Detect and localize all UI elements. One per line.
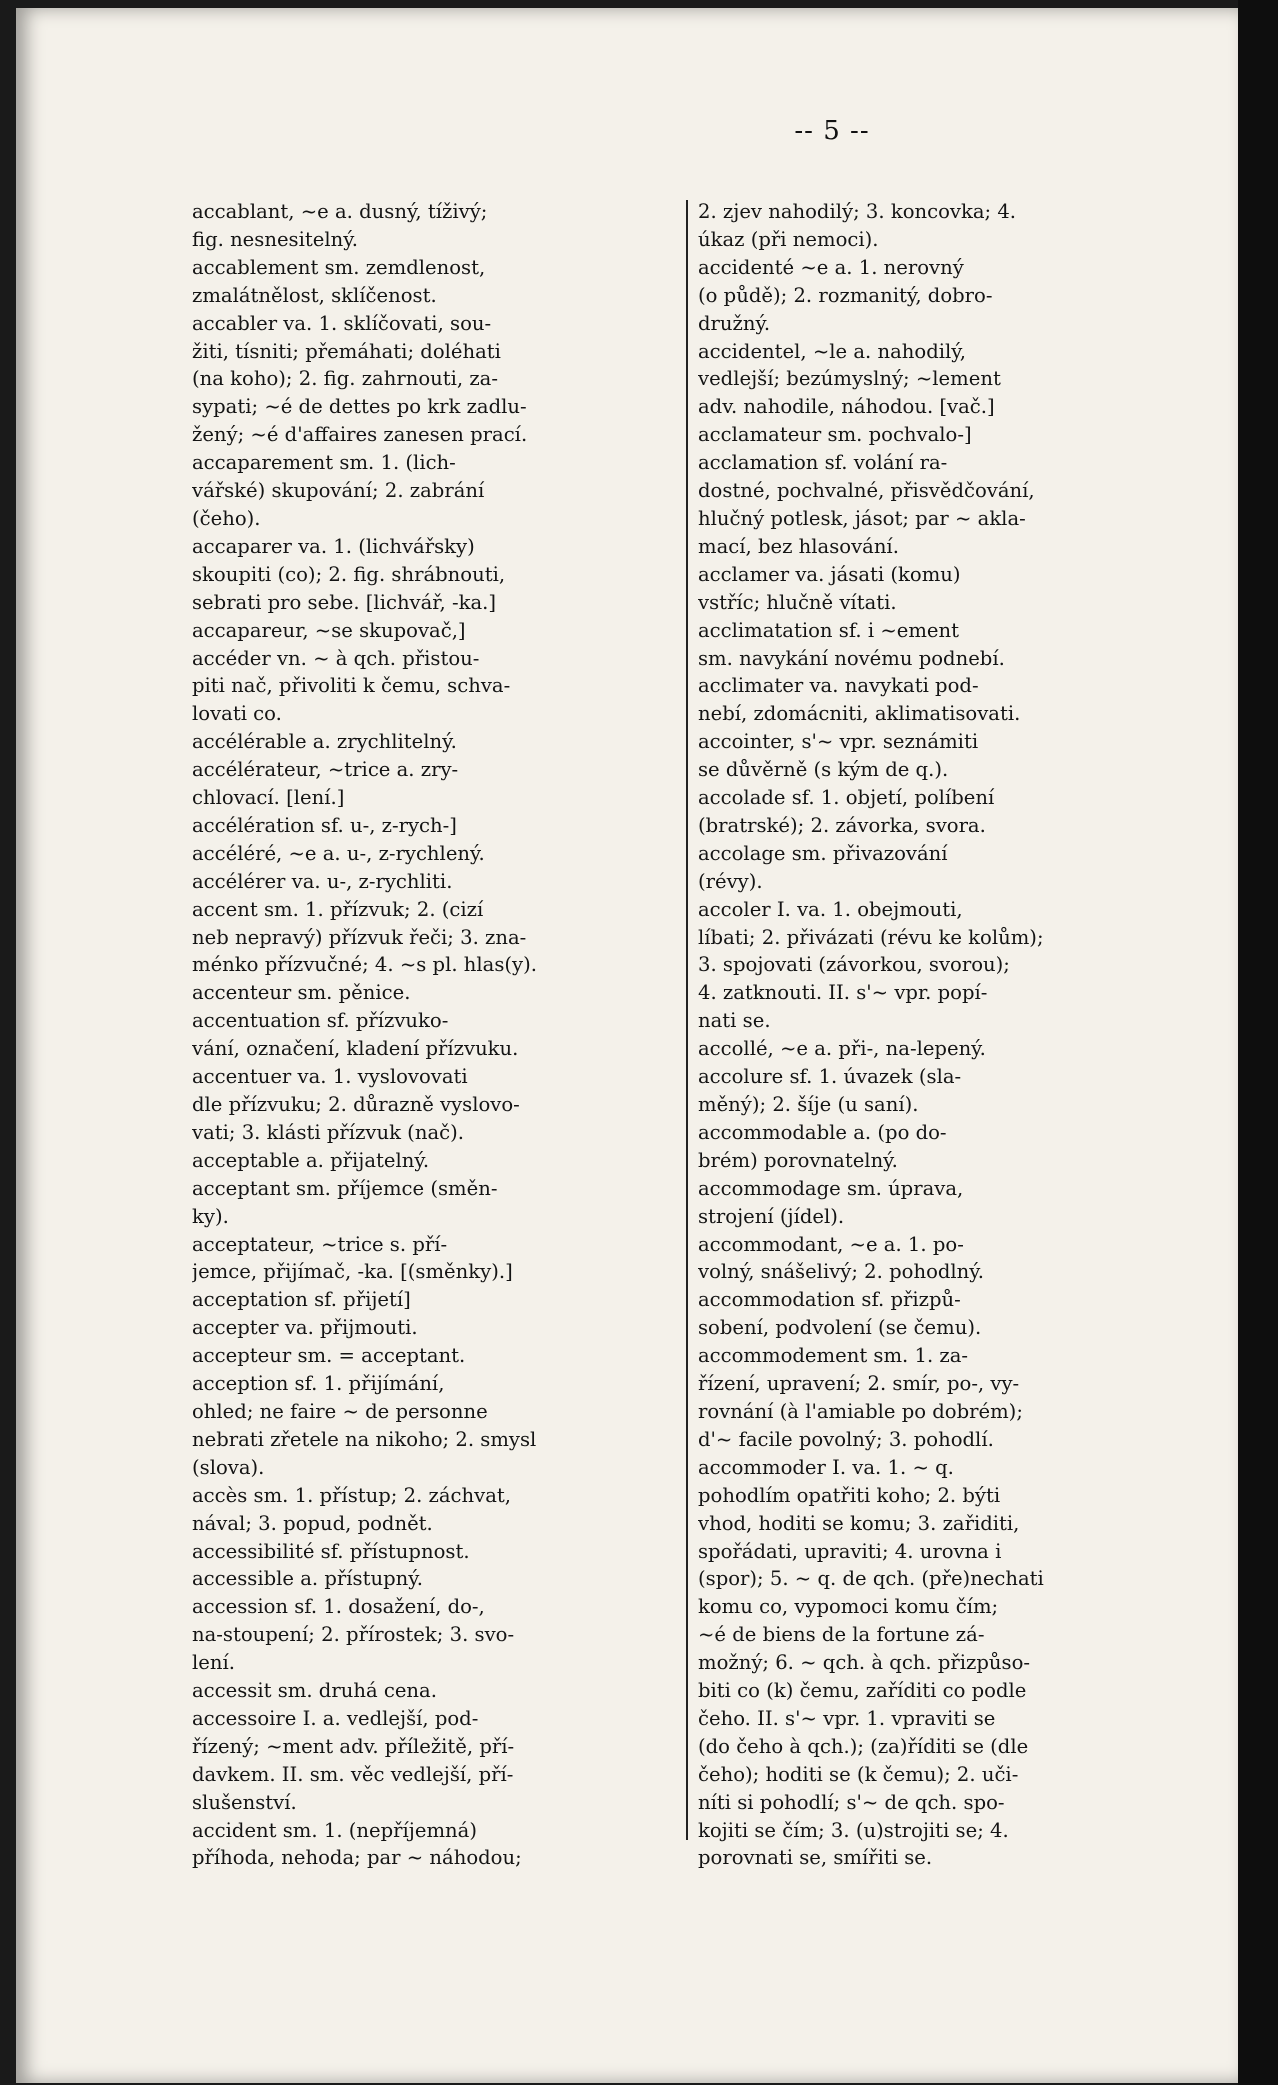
dictionary-line: accommodement sm. 1. za- xyxy=(698,1344,969,1368)
dictionary-line: porovnati se, smířiti se. xyxy=(698,1846,933,1870)
dictionary-line: sm. navykání novému podnebí. xyxy=(698,646,1005,670)
dictionary-line: accablement sm. zemdlenost, xyxy=(192,255,486,279)
dictionary-line: 2. zjev nahodilý; 3. koncovka; 4. xyxy=(698,200,1017,223)
dictionary-line: acceptateur, ~trice s. pří- xyxy=(192,1232,448,1256)
dictionary-line: accepter va. přijmouti. xyxy=(192,1316,418,1340)
right-column xyxy=(698,198,1184,1872)
dictionary-line: acclimatation sf. i ~ement xyxy=(698,618,960,642)
dictionary-line: accéder vn. ~ à qch. přistou- xyxy=(192,646,480,670)
dictionary-line: acceptation sf. přijetí] xyxy=(192,1288,411,1312)
dictionary-line: accéléré, ~e a. u-, z-rychlený. xyxy=(192,841,485,865)
dictionary-line: komu co, vypomoci komu čím; xyxy=(698,1595,999,1619)
dictionary-line: accentuation sf. přízvuko- xyxy=(192,1009,449,1033)
dictionary-line: acceptable a. přijatelný. xyxy=(192,1148,430,1172)
dictionary-line: (čeho). xyxy=(192,506,261,530)
dictionary-line: (bratrské); 2. závorka, svora. xyxy=(698,813,986,837)
dictionary-line: accessible a. přístupný. xyxy=(192,1567,423,1591)
dictionary-line: vhod, hoditi se komu; 3. zařiditi, xyxy=(698,1511,1020,1535)
dictionary-line: vání, označení, kladení přízvuku. xyxy=(192,1037,519,1061)
dictionary-line: adv. nahodile, náhodou. [vač.] xyxy=(698,395,995,419)
dictionary-line: družný. xyxy=(698,311,771,335)
dictionary-line: accabler va. 1. sklíčovati, sou- xyxy=(192,311,492,335)
dictionary-line: nebrati zřetele na nikoho; 2. smysl xyxy=(192,1427,537,1451)
dictionary-line: líbati; 2. přivázati (révu ke kolům); xyxy=(698,925,1044,949)
dictionary-line: nebí, zdomácniti, aklimatisovati. xyxy=(698,702,1021,726)
dictionary-line: accès sm. 1. přístup; 2. záchvat, xyxy=(192,1483,511,1507)
dictionary-line: neb nepravý) přízvuk řeči; 3. zna- xyxy=(192,925,527,949)
dictionary-line: accélérer va. u-, z-rychliti. xyxy=(192,869,453,893)
dictionary-line: fig. nesnesitelný. xyxy=(192,227,358,251)
dictionary-line: accaparer va. 1. (lichvářsky) xyxy=(192,534,475,558)
dictionary-line: acclamer va. jásati (komu) xyxy=(698,562,961,586)
dictionary-line: se důvěrně (s kým de q.). xyxy=(698,758,949,782)
dictionary-line: accolage sm. přivazování xyxy=(698,841,948,865)
dictionary-line: řízený; ~ment adv. příležitě, pří- xyxy=(192,1734,515,1758)
dictionary-line: accolade sf. 1. objetí, políbení xyxy=(698,786,995,810)
dictionary-line: slušenství. xyxy=(192,1790,297,1814)
dictionary-line: vati; 3. klásti přízvuk (nač). xyxy=(192,1120,464,1144)
dictionary-line: acceptant sm. příjemce (směn- xyxy=(192,1176,498,1200)
dictionary-line: nával; 3. popud, podnět. xyxy=(192,1511,433,1535)
dictionary-line: níti si pohodlí; s'~ de qch. spo- xyxy=(698,1790,1005,1814)
dictionary-line: accélérateur, ~trice a. zry- xyxy=(192,758,459,782)
dictionary-line: volný, snášelivý; 2. pohodlný. xyxy=(698,1260,984,1284)
column-divider xyxy=(686,200,688,1840)
dictionary-line: čeho); hoditi se (k čemu); 2. uči- xyxy=(698,1762,1019,1786)
dictionary-line: skoupiti (co); 2. fig. shrábnouti, xyxy=(192,562,506,586)
dictionary-line: (do čeho à qch.); (za)říditi se (dle xyxy=(698,1734,1029,1758)
dictionary-line: jemce, přijímač, -ka. [(směnky).] xyxy=(192,1260,513,1284)
dictionary-line: hlučný potlesk, jásot; par ~ akla- xyxy=(698,506,1026,530)
dictionary-line: accaparement sm. 1. (lich- xyxy=(192,451,456,475)
dictionary-line: nati se. xyxy=(698,1009,771,1033)
dictionary-line: 3. spojovati (závorkou, svorou); xyxy=(698,953,1010,977)
left-column xyxy=(192,198,670,1872)
dictionary-line: acclamateur sm. pochvalo-] xyxy=(698,423,972,447)
dictionary-line: sobení, podvolení (se čemu). xyxy=(698,1316,982,1340)
dictionary-line: ménko přízvučné; 4. ~s pl. hlas(y). xyxy=(192,953,537,977)
dictionary-line: accélérable a. zrychlitelný. xyxy=(192,730,457,754)
scan-edge xyxy=(1238,0,1278,2085)
dictionary-line: dostné, pochvalné, přisvědčování, xyxy=(698,479,1035,503)
dictionary-line: acception sf. 1. přijímání, xyxy=(192,1372,445,1396)
dictionary-line: accoler I. va. 1. obejmouti, xyxy=(698,897,963,921)
dictionary-line: accélération sf. u-, z-rych-] xyxy=(192,813,457,837)
dictionary-line: pohodlím opatřiti koho; 2. býti xyxy=(698,1483,1001,1507)
dictionary-line: piti nač, přivoliti k čemu, schva- xyxy=(192,674,511,698)
dictionary-line: accointer, s'~ vpr. seznámiti xyxy=(698,730,979,754)
dictionary-line: mací, bez hlasování. xyxy=(698,534,899,558)
dictionary-line: accidentel, ~le a. nahodilý, xyxy=(698,339,966,363)
dictionary-line: ~é de biens de la fortune zá- xyxy=(698,1623,985,1647)
dictionary-line: (slova). xyxy=(192,1455,265,1479)
dictionary-line: davkem. II. sm. věc vedlejší, pří- xyxy=(192,1762,514,1786)
dictionary-line: accommodable a. (po do- xyxy=(698,1120,947,1144)
dictionary-line: čeho. II. s'~ vpr. 1. vpraviti se xyxy=(698,1706,996,1730)
dictionary-line: vářské) skupování; 2. zabrání xyxy=(192,479,485,503)
dictionary-line: spořádati, upraviti; 4. urovna i xyxy=(698,1539,1002,1563)
dictionary-line: zmalátnělost, sklíčenost. xyxy=(192,283,437,307)
dictionary-line: řízení, upravení; 2. smír, po-, vy- xyxy=(698,1372,1020,1396)
dictionary-line: (o půdě); 2. rozmanitý, dobro- xyxy=(698,283,993,307)
dictionary-line: ohled; ne faire ~ de personne xyxy=(192,1399,488,1423)
dictionary-line: acclamation sf. volání ra- xyxy=(698,451,948,475)
dictionary-line: accidenté ~e a. 1. nerovný xyxy=(698,255,964,279)
dictionary-line: accessoire I. a. vedlejší, pod- xyxy=(192,1706,479,1730)
dictionary-line: měný); 2. šíje (u saní). xyxy=(698,1093,919,1116)
dictionary-page xyxy=(16,8,1238,2083)
dictionary-line: accent sm. 1. přízvuk; 2. (cizí xyxy=(192,897,484,921)
dictionary-line: accentuer va. 1. vyslovovati xyxy=(192,1065,468,1089)
dictionary-line: acclimater va. navykati pod- xyxy=(698,674,979,698)
dictionary-line: accommodant, ~e a. 1. po- xyxy=(698,1232,964,1256)
dictionary-line: ky). xyxy=(192,1204,229,1228)
dictionary-line: accessibilité sf. přístupnost. xyxy=(192,1539,470,1563)
dictionary-line: lení. xyxy=(192,1651,235,1675)
dictionary-line: vstříc; hlučně vítati. xyxy=(698,590,897,614)
dictionary-line: dle přízvuku; 2. důrazně vyslovo- xyxy=(192,1093,520,1116)
dictionary-line: accommodation sf. přizpů- xyxy=(698,1288,961,1312)
dictionary-line: accolure sf. 1. úvazek (sla- xyxy=(698,1065,962,1089)
dictionary-line: úkaz (při nemoci). xyxy=(698,227,879,251)
dictionary-line: lovati co. xyxy=(192,702,282,726)
dictionary-line: accenteur sm. pěnice. xyxy=(192,981,411,1005)
dictionary-line: accablant, ~e a. dusný, tíživý; xyxy=(192,200,488,223)
dictionary-line: accommodage sm. úprava, xyxy=(698,1176,964,1200)
dictionary-line: accollé, ~e a. při-, na-lepený. xyxy=(698,1037,986,1061)
dictionary-line: chlovací. [lení.] xyxy=(192,786,345,810)
page-number: -- 5 -- xyxy=(794,116,870,146)
dictionary-line: žený; ~é d'affaires zanesen prací. xyxy=(192,423,528,447)
dictionary-line: žiti, tísniti; přemáhati; doléhati xyxy=(192,339,501,363)
dictionary-line: na-stoupení; 2. přírostek; 3. svo- xyxy=(192,1623,515,1647)
dictionary-line: accessit sm. druhá cena. xyxy=(192,1679,437,1703)
dictionary-line: (spor); 5. ~ q. de qch. (pře)nechati xyxy=(698,1567,1044,1591)
dictionary-line: accepteur sm. = acceptant. xyxy=(192,1344,466,1368)
dictionary-line: accident sm. 1. (nepříjemná) xyxy=(192,1818,477,1842)
dictionary-line: možný; 6. ~ qch. à qch. přizpůso- xyxy=(698,1651,1031,1675)
dictionary-line: strojení (jídel). xyxy=(698,1204,845,1228)
dictionary-line: biti co (k) čemu, zaříditi co podle xyxy=(698,1679,1027,1703)
dictionary-line: brém) porovnatelný. xyxy=(698,1148,898,1172)
dictionary-line: d'~ facile povolný; 3. pohodlí. xyxy=(698,1427,994,1451)
dictionary-line: vedlejší; bezúmyslný; ~lement xyxy=(698,367,1001,391)
dictionary-line: (na koho); 2. fig. zahrnouti, za- xyxy=(192,367,498,391)
dictionary-line: sebrati pro sebe. [lichvář, -ka.] xyxy=(192,590,497,614)
dictionary-line: rovnání (à l'amiable po dobrém); xyxy=(698,1399,1023,1423)
dictionary-line: kojiti se čím; 3. (u)strojiti se; 4. xyxy=(698,1818,1009,1842)
dictionary-line: 4. zatknouti. II. s'~ vpr. popí- xyxy=(698,981,988,1005)
dictionary-line: accession sf. 1. dosažení, do-, xyxy=(192,1595,485,1619)
dictionary-line: accapareur, ~se skupovač,] xyxy=(192,618,466,642)
dictionary-line: accommoder I. va. 1. ~ q. xyxy=(698,1455,954,1479)
dictionary-line: sypati; ~é de dettes po krk zadlu- xyxy=(192,395,527,419)
dictionary-line: (révy). xyxy=(698,869,763,893)
dictionary-line: příhoda, nehoda; par ~ náhodou; xyxy=(192,1846,522,1870)
